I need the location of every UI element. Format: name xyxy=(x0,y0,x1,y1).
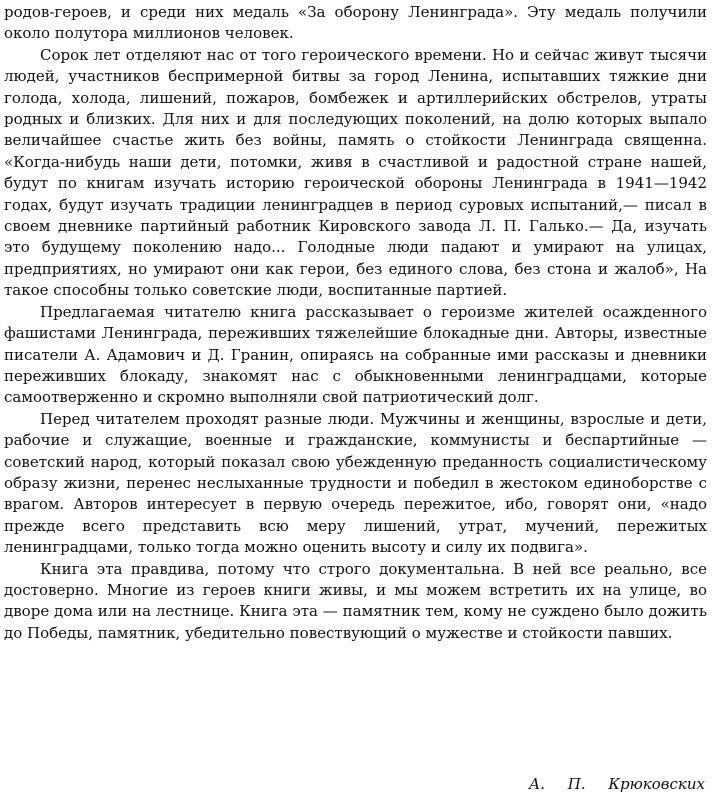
paragraph-forty-years: Сорок лет отделяют нас от того героического времени. Но и сейчас живут тысячи людей, участников беспримерной битвы за город Ленина, испытавших тяжкие дни голода, холода, лишений, пожаров, бомбежек и артиллерийских обстрелов, утраты родных и близких. Для них и для последующих поколений, на долю которых выпало величайшее счастье жить без войны, память о стойкости Ленинграда священна. «Когда-нибудь наши дети, потомки, живя в счастливой и радостной стране нашей, будут по книгам изучать историю героической обороны Ленинграда в 1941—1942 годах, будут изучать традиции ленинградцев в период суровых испытаний,— писал в своем дневнике партийный работник Кировского завода Л. П. Галько.— Да, изучать это будущему поколению надо... Голодные люди падают и умирают на улицах, предприятиях, но умирают они как герои, без единого слова, без стона и жалоб», На такое способны только советские люди, воспитанные партией. xyxy=(4,45,707,300)
author-signature: А. П. Крюковских xyxy=(528,775,705,793)
paragraph-people: Перед читателем проходят разные люди. Мужчины и женщины, взрослые и дети, рабочие и служащие, военные и гражданские, коммунисты и беспартийные — советский народ, который показал свою убежденную преданность социалистическому образу жизни, перенес неслыханные трудности и победил в жестоком единоборстве с врагом. Авторов интересует в первую очередь пережитое, ибо, говорят они, «надо прежде всего представить всю меру лишений, утрат, мучений, пережитых ленинградцами, только тогда можно оценить высоту и силу их подвига». xyxy=(4,409,707,557)
paragraph-truthful-book: Книга эта правдива, потому что строго документальна. В ней все реально, все достоверно. Многие из героев книги живы, и мы можем встретить их на улице, во дворе дома или на лестнице. Книга эта — памятник тем, кому не суждено было дожить до Победы, памятник, убедительно повествующий о мужестве и стойкости павших. xyxy=(4,559,707,642)
document-page xyxy=(4,2,707,644)
paragraph-book-intro: Предлагаемая читателю книга рассказывает о героизме жителей осажденного фашистами Ленинграда, переживших тяжелейшие блокадные дни. Авторы, известные писатели А. Адамович и Д. Гранин, опираясь на собранные ими рассказы и дневники переживших блокаду, знакомят нас с обыкновенными ленинградцами, которые самоотверженно и скромно выполняли свой патриотический долг. xyxy=(4,302,707,407)
paragraph-continuation: родов-героев, и среди них медаль «За оборону Ленинграда». Эту медаль получили около полутора миллионов человек. xyxy=(4,3,707,43)
